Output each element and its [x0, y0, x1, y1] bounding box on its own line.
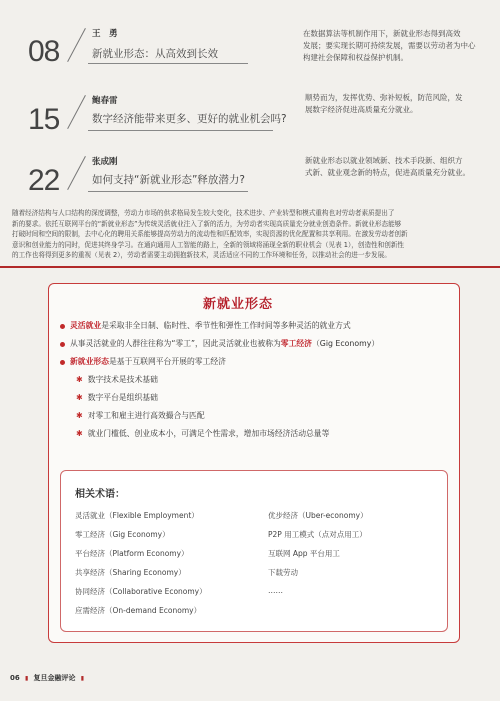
intro-paragraph: [12, 208, 492, 261]
toc-title: 数字经济能带来更多、更好的就业机会吗?: [92, 113, 287, 125]
toc-underline: [88, 63, 248, 64]
term-item: P2P 用工模式（点对点用工）: [268, 530, 367, 539]
toc-desc-line: 展数字经济促进高质量充分就业。: [305, 105, 418, 114]
footer-separator-icon: ▮: [80, 675, 85, 682]
sub-bullet: [76, 373, 158, 386]
star-icon: ✱: [76, 429, 83, 438]
term-item: 互联网 App 平台用工: [268, 549, 340, 558]
bullet-dot-icon: [60, 324, 65, 329]
term-item: ……: [268, 586, 283, 595]
sub-bullet: [76, 427, 329, 440]
bullet-text: （Gig Economy）: [311, 339, 380, 348]
bullet-item: [60, 319, 351, 332]
sub-bullet-text: 对零工和雇主进行高效撮合与匹配: [87, 411, 205, 420]
toc-page-number: 08: [28, 35, 60, 68]
section-divider: [0, 266, 500, 268]
intro-line: 新的要求。依托互联网平台的“新就业形态”为传统灵活就业注入了新的活力，为劳动者实现高质量充分就业创造条件。新就业形态能够: [12, 219, 402, 228]
star-icon: ✱: [76, 411, 83, 420]
related-terms-heading: 相关术语：: [75, 489, 125, 500]
toc-slash: [67, 95, 86, 129]
toc-author: 鲍春雷: [92, 96, 118, 106]
term-item: 应需经济（On-demand Economy）: [75, 606, 202, 615]
term-item: 灵活就业（Flexible Employment）: [75, 511, 199, 520]
toc-desc-line: 构建社会保障和权益保护机制。: [303, 53, 408, 62]
toc-desc-line: 顺势而为，发挥优势、弥补短板，防范风险，发: [305, 93, 463, 102]
bullet-dot-icon: [60, 360, 65, 365]
toc-underline: [88, 130, 273, 131]
toc-author: 王 勇: [92, 29, 118, 39]
toc-title: 如何支持“新就业形态”释放潜力?: [92, 174, 245, 186]
toc-desc-line: 式新、就业观念新的特点，促进高质量充分就业。: [305, 168, 470, 177]
term-item: 平台经济（Platform Economy）: [75, 549, 189, 558]
intro-line: 打破时间和空间的限制，去中心化的聘用关系能够提高劳动力的流动性和匹配效率，实现资源的优化配置和共享利用。在激发劳动者创新: [12, 230, 408, 238]
page-number: 06: [10, 674, 20, 682]
bullet-text: 是基于互联网平台开展的零工经济: [108, 357, 226, 366]
bullet-item: [60, 337, 379, 350]
term-item: 零工经济（Gig Economy）: [75, 530, 170, 539]
bullet-text: 是采取非全日制、临时性、季节性和弹性工作时间等多种灵活的就业方式: [101, 321, 351, 330]
sub-bullet-text: 就业门槛低、创业成本小，可满足个性需求，增加市场经济活动总量等: [87, 429, 330, 438]
sub-bullet: [76, 409, 205, 422]
toc-slash: [67, 156, 86, 190]
highlight-term: 灵活就业: [70, 321, 102, 330]
term-item: 协同经济（Collaborative Economy）: [75, 587, 207, 596]
toc-desc-line: 发展；要实现长期可持续发展，需要以劳动者为中心: [303, 41, 476, 50]
toc-underline: [88, 191, 248, 192]
bullet-dot-icon: [60, 342, 65, 347]
star-icon: ✱: [76, 393, 83, 402]
bullet-text: 从事灵活就业的人群往往称为“零工”，因此灵活就业也被称为: [70, 339, 281, 348]
toc-desc: [303, 28, 493, 64]
term-item: 下载劳动: [268, 568, 298, 577]
highlight-term: 新就业形态: [70, 357, 109, 366]
intro-line: 随着经济结构与人口结构的深度调整，劳动力市场的供求格局发生较大变化，技术进步、产业转型和模式重构也对劳动者素质提出了: [12, 209, 395, 217]
footer-separator-icon: ▮: [24, 675, 29, 682]
toc-desc-line: 在数据算法等机制作用下，新就业形态得到高效: [303, 29, 461, 38]
toc-desc: [305, 155, 495, 179]
sub-bullet-text: 数字平台是组织基础: [87, 393, 158, 402]
toc-desc-line: 新就业形态以就业领域新、技术手段新、组织方: [305, 156, 463, 165]
toc-title: 新就业形态：从高效到长效: [92, 48, 218, 60]
term-item: 优步经济（Uber-economy）: [268, 511, 368, 520]
intro-line: 意识和创业能力的同时，促进其终身学习。在通向通用人工智能的路上，全新的领域将涌现全新的职业机会（见表 1），创造性和创新性: [12, 240, 405, 249]
highlight-term: 零工经济: [280, 339, 312, 348]
toc-author: 张成刚: [92, 157, 118, 167]
bullet-item: [60, 355, 226, 368]
page-footer: [10, 673, 84, 683]
star-icon: ✱: [76, 375, 83, 384]
toc-page-number: 15: [28, 103, 60, 136]
term-item: 共享经济（Sharing Economy）: [75, 568, 186, 577]
sub-bullet-text: 数字技术是技术基础: [87, 375, 158, 384]
toc-desc: [305, 92, 495, 116]
toc-slash: [67, 28, 86, 62]
sub-bullet: [76, 391, 158, 404]
journal-name: 复旦金融评论: [33, 674, 76, 682]
intro-line: 的工作也将得到更多的重视（见表 2），劳动者需要主动拥抱新技术，灵活适应不同的工作环境和任务，以推动社会的进一步发展。: [12, 251, 391, 259]
box-title: 新就业形态: [203, 297, 274, 312]
toc-page-number: 22: [28, 164, 60, 197]
